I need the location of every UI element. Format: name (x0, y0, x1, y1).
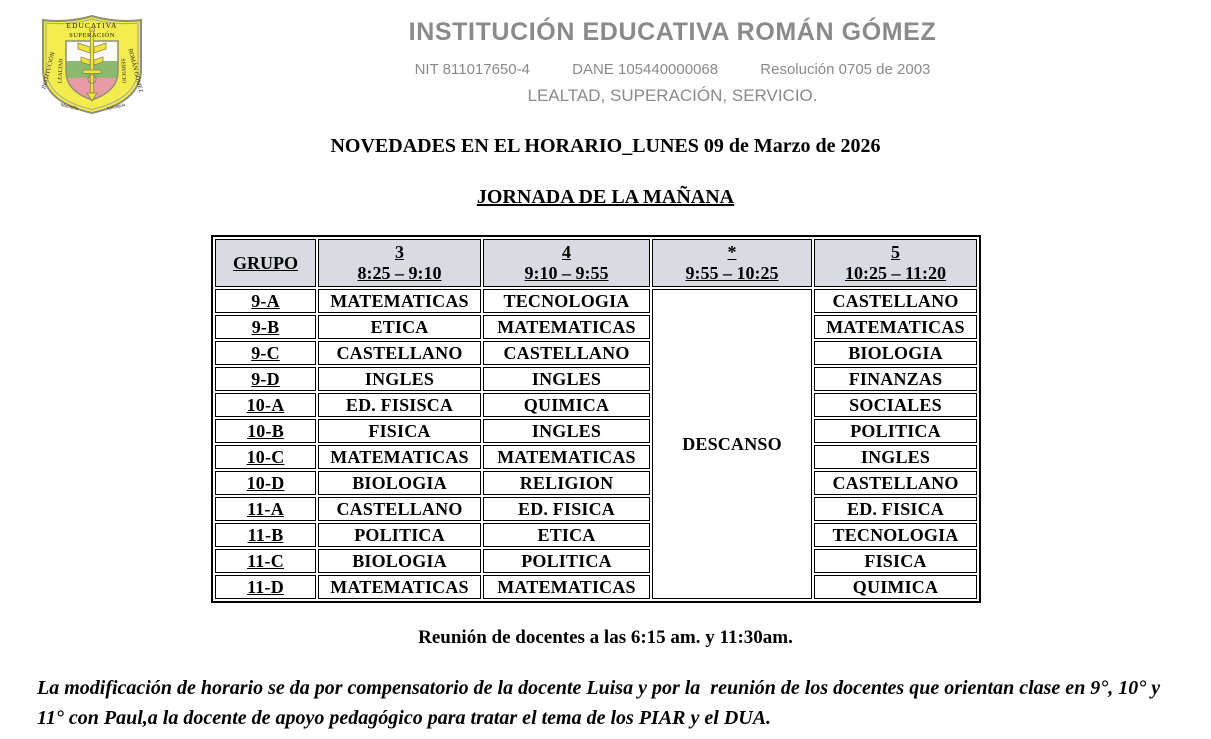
header-cell-period-4: 4 9:10 – 9:55 (483, 239, 650, 287)
subject-cell: INGLES (483, 367, 650, 391)
subject-cell: MATEMATICAS (318, 445, 481, 469)
group-cell: 11-C (215, 549, 316, 573)
subject-cell: FISICA (814, 549, 977, 573)
subject-cell: RELIGION (483, 471, 650, 495)
document-subtitle-text: JORNADA DE LA MAÑANA (476, 186, 735, 208)
group-cell: 10-A (215, 393, 316, 417)
logo-text-educativa: EDUCATIVA (66, 21, 118, 30)
meeting-note: Reunión de docentes a las 6:15 am. y 11:30am. (418, 627, 793, 648)
logo-text-lealtad: LEALTAD (57, 58, 65, 84)
group-cell: 9-D (215, 367, 316, 391)
letterhead (0, 0, 1211, 115)
logo-text-institucion: INSTITUCIÓN (41, 51, 57, 90)
subject-cell: CASTELLANO (814, 471, 977, 495)
schedule-row (215, 445, 977, 469)
subject-cell: CASTELLANO (318, 341, 481, 365)
schedule-row (215, 471, 977, 495)
logo-text-roman-gomez: ROMÁN GÓMEZ (126, 48, 144, 94)
school-ids-line (148, 61, 1197, 78)
group-cell: 11-D (215, 575, 316, 599)
subject-cell: MATEMATICAS (814, 315, 977, 339)
header-cell-grupo: GRUPO (215, 239, 316, 287)
subject-cell: BIOLOGIA (318, 549, 481, 573)
subject-cell: MATEMATICAS (483, 315, 650, 339)
schedule-row (215, 575, 977, 599)
subject-cell: TECNOLOGIA (814, 523, 977, 547)
header-cell-period-3: 3 8:25 – 9:10 (318, 239, 481, 287)
footnote-paragraph: La modificación de horario se da por compensatorio de la docente Luisa y por la reunión de los docentes que orientan clase en 9°, 10° y 11° con Paul,a la docente de apoyo pedagógico para tratar el tema de los PIAR y el DUA. (37, 677, 1166, 729)
schedule-row (215, 497, 977, 521)
subject-cell: BIOLOGIA (318, 471, 481, 495)
group-cell: 9-B (215, 315, 316, 339)
schedule-row (215, 393, 977, 417)
document-title: NOVEDADES EN EL HORARIO_LUNES 09 de Marzo de 2026 (330, 135, 881, 157)
logo-text-superacion: SUPERACIÓN (69, 32, 115, 39)
subject-cell: INGLES (483, 419, 650, 443)
schedule-row (215, 341, 977, 365)
group-cell: 10-C (215, 445, 316, 469)
logo-text-servicio: SERVICIO (119, 58, 127, 84)
schedule-header-row (215, 239, 977, 287)
school-motto: LEALTAD, SUPERACIÓN, SERVICIO. (527, 86, 818, 105)
subject-cell: ETICA (318, 315, 481, 339)
group-cell: 11-B (215, 523, 316, 547)
subject-cell: POLITICA (483, 549, 650, 573)
schedule-row (215, 315, 977, 339)
header-cell-period-5: 5 10:25 – 11:20 (814, 239, 977, 287)
subject-cell: CASTELLANO (814, 289, 977, 313)
subject-cell: TECNOLOGIA (483, 289, 650, 313)
schedule-row (215, 367, 977, 391)
subject-cell: MATEMATICAS (483, 575, 650, 599)
logo-text-antioquia: Antioquia (105, 102, 126, 113)
group-cell: 10-B (215, 419, 316, 443)
document-subtitle (0, 186, 1211, 209)
subject-cell: INGLES (318, 367, 481, 391)
subject-cell: QUIMICA (814, 575, 977, 599)
logo-text-marinilla: Marinilla (59, 102, 79, 113)
school-resolution: Resolución 0705 de 2003 (760, 61, 931, 78)
subject-cell: FINANZAS (814, 367, 977, 391)
subject-cell: MATEMATICAS (318, 575, 481, 599)
school-crest-logo (36, 13, 148, 115)
schedule-row (215, 419, 977, 443)
header-cell-break: * 9:55 – 10:25 (652, 239, 812, 287)
subject-cell: CASTELLANO (483, 341, 650, 365)
break-cell: DESCANSO (652, 289, 812, 599)
subject-cell: ED. FISICA (814, 497, 977, 521)
schedule-row (215, 289, 977, 313)
group-cell: 11-A (215, 497, 316, 521)
subject-cell: MATEMATICAS (483, 445, 650, 469)
subject-cell: QUIMICA (483, 393, 650, 417)
subject-cell: CASTELLANO (318, 497, 481, 521)
schedule-table (211, 235, 981, 603)
crest-icon (36, 13, 148, 115)
subject-cell: INGLES (814, 445, 977, 469)
school-name: INSTITUCIÓN EDUCATIVA ROMÁN GÓMEZ (408, 18, 937, 46)
schedule-row (215, 523, 977, 547)
subject-cell: POLITICA (814, 419, 977, 443)
school-nit: NIT 811017650-4 (414, 61, 530, 78)
group-cell: 9-A (215, 289, 316, 313)
subject-cell: MATEMATICAS (318, 289, 481, 313)
subject-cell: BIOLOGIA (814, 341, 977, 365)
subject-cell: ED. FISISCA (318, 393, 481, 417)
group-cell: 9-C (215, 341, 316, 365)
school-dane: DANE 105440000068 (572, 61, 719, 78)
group-cell: 10-D (215, 471, 316, 495)
subject-cell: POLITICA (318, 523, 481, 547)
subject-cell: ED. FISICA (483, 497, 650, 521)
subject-cell: SOCIALES (814, 393, 977, 417)
schedule-row (215, 549, 977, 573)
subject-cell: FISICA (318, 419, 481, 443)
subject-cell: ETICA (483, 523, 650, 547)
